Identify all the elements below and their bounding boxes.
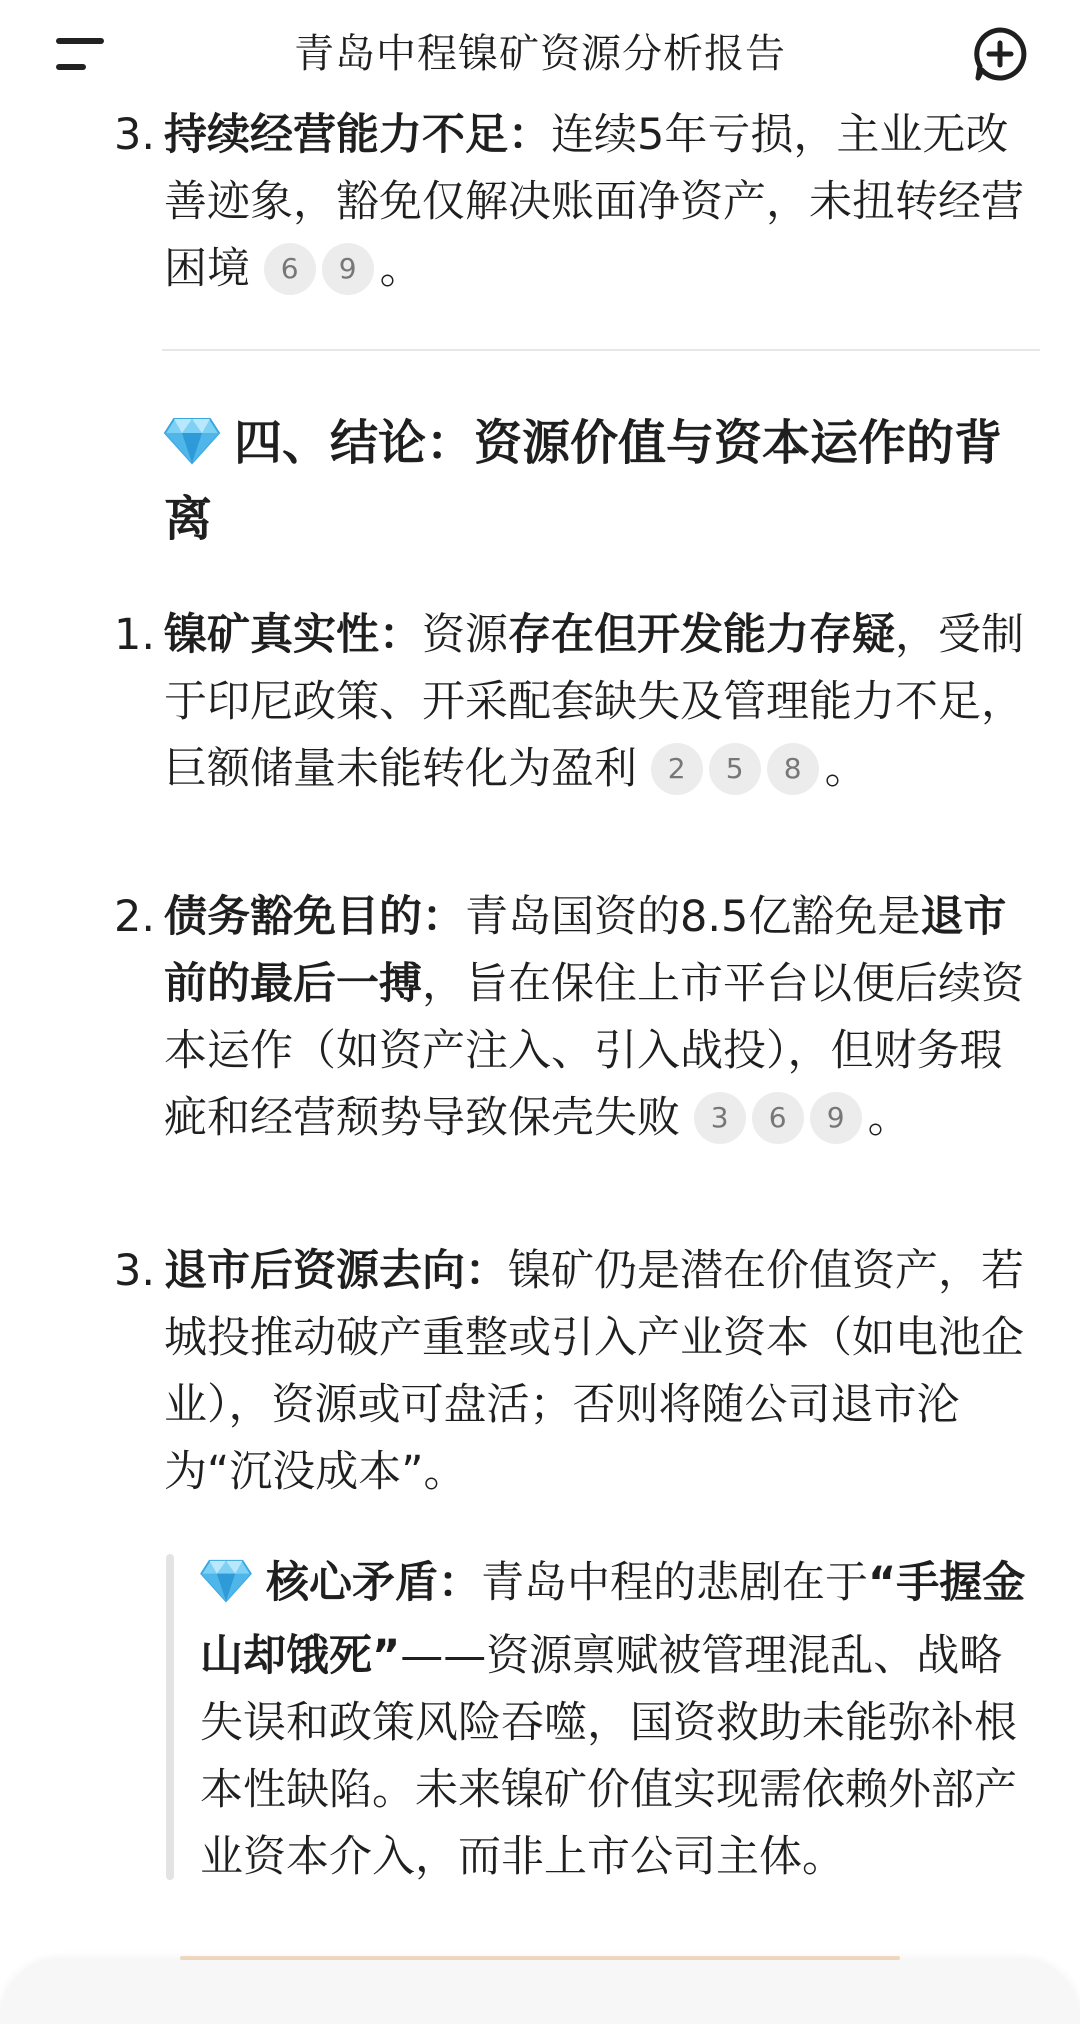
list-number: 1. [114,610,156,660]
list-number: 3. [114,1246,156,1296]
list-item [114,1238,1034,1506]
list-number: 3. [114,110,156,160]
citation-badge[interactable]: 5 [709,743,761,795]
item-text: 青岛国资的8.5亿豁免是 [465,892,921,942]
item-bold-text: 存在但开发能力存疑 [508,610,895,660]
input-panel[interactable] [0,1960,1080,2024]
item-text: ，受制于印尼政策、开采配套缺失及管理能力不足，巨额储量未能转化为盈利 [164,610,1024,794]
citation-badge[interactable]: 9 [322,243,374,295]
list-number: 2. [114,892,156,942]
list-item [114,102,1034,303]
item-text: 连续5年亏损，主业无改善迹象，豁免仅解决账面净资产，未扭转经营困境 [164,110,1024,294]
quote-text-part: 青岛中程的悲剧在于 [481,1558,868,1608]
item-bold-text: 退市前的最后一搏 [164,892,1007,1009]
citation-badge[interactable]: 3 [694,1092,746,1144]
item-colon: ： [465,1246,508,1296]
gem-icon [164,414,220,484]
item-text: 镍矿仍是潜在价值资产，若城投推动破产重整或引入产业资本（如电池企业），资源或可盘活；否则将随公司退市沦为“沉没成本”。 [164,1246,1024,1497]
gem-icon [200,1556,252,1623]
citation-badge[interactable]: 6 [752,1092,804,1144]
quote-label: 核心矛盾 [266,1558,438,1608]
quote-bar [166,1554,174,1880]
section-title: 四、结论：资源价值与资本运作的背离 [164,415,1003,547]
top-bar [0,0,1080,108]
item-label: 镍矿真实性 [164,610,379,660]
quote-text-part: ——资源禀赋被管理混乱、战略失误和政策风险吞噬，国资救助未能弥补根本性缺陷。未来镍矿价值实现需依赖外部产业资本介入，而非上市公司主体。 [200,1631,1017,1882]
list-item [114,602,1034,803]
menu-icon[interactable] [48,30,108,78]
item-colon: ： [379,610,422,660]
item-text: 资源 [422,610,508,660]
citation-badge[interactable]: 9 [810,1092,862,1144]
item-end: 。 [867,1093,911,1143]
citation-badge[interactable]: 6 [264,243,316,295]
quote-bold-text: “手握金山却饿死” [200,1558,1026,1681]
item-colon: ： [508,110,551,160]
page-title: 青岛中程镍矿资源分析报告 [294,31,786,77]
citation-badge[interactable]: 8 [767,743,819,795]
item-colon: ： [422,892,465,942]
section-heading [164,408,1034,554]
plus-circle-icon[interactable] [972,26,1028,82]
item-text: ，旨在保住上市平台以便后续资本运作（如资产注入、引入战投），但财务瑕疵和经营颓势导致保壳失败 [164,959,1024,1143]
item-end: 。 [824,744,868,794]
quote-text [200,1550,1036,1891]
list-item [114,884,1034,1152]
quote-colon: ： [438,1558,481,1608]
citation-badge[interactable]: 2 [651,743,703,795]
item-end: 。 [379,244,423,294]
item-label: 退市后资源去向 [164,1246,465,1296]
item-label: 持续经营能力不足 [164,110,508,160]
section-divider [162,349,1040,351]
core-conflict-quote [166,1550,1036,1880]
item-label: 债务豁免目的 [164,892,422,942]
